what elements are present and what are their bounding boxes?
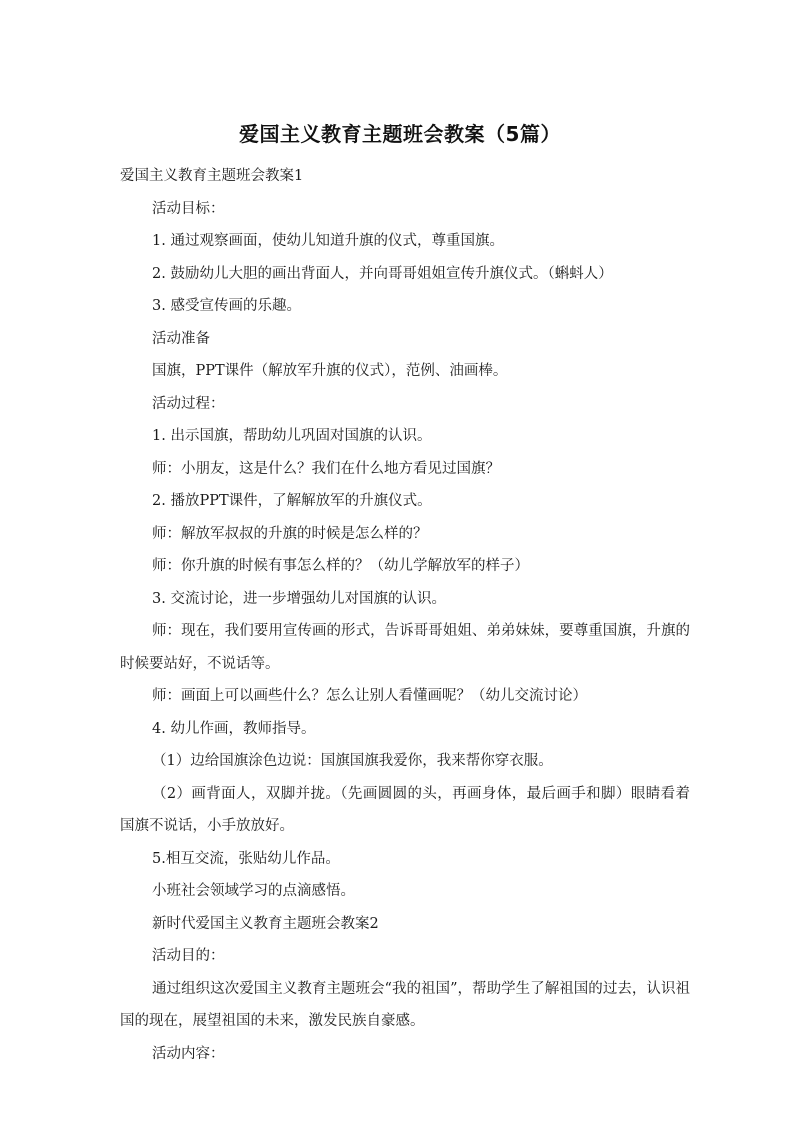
paragraph: 3. 交流讨论，进一步增强幼儿对国旗的认识。 (152, 590, 446, 607)
paragraph: 师：你升旗的时候有事怎么样的？（幼儿学解放军的样子） (152, 558, 529, 574)
document-title: 爱国主义教育主题班会教案（5篇） (239, 122, 561, 146)
section-heading: 爱国主义教育主题班会教案1 (120, 168, 304, 184)
paragraph: 2. 鼓励幼儿大胆的画出背面人，并向哥哥姐姐宣传升旗仪式。（蝌蚪人） (152, 265, 613, 282)
paragraph: 2. 播放PPT课件，了解解放军的升旗仪式。 (152, 493, 432, 509)
section-heading: 新时代爱国主义教育主题班会教案2 (152, 915, 379, 932)
paragraph: （1）边给国旗涂色边说：国旗国旗我爱你，我来帮你穿衣服。 (152, 753, 553, 769)
document-body (120, 160, 690, 1070)
paragraph: 1. 通过观察画面，使幼儿知道升旗的仪式，尊重国旗。 (152, 233, 504, 249)
paragraph: 1. 出示国旗，帮助幼儿巩固对国旗的认识。 (152, 428, 432, 444)
paragraph: 国旗，PPT课件（解放军升旗的仪式），范例、油画棒。 (152, 363, 508, 379)
paragraph: 活动过程： (152, 395, 225, 412)
paragraph: 5.相互交流，张贴幼儿作品。 (152, 850, 340, 867)
paragraph: 活动目标： (152, 200, 225, 217)
paragraph: 师：解放军叔叔的升旗的时候是怎么样的？ (152, 525, 428, 542)
paragraph: 活动准备 (152, 330, 210, 347)
paragraph: 3. 感受宣传画的乐趣。 (152, 298, 301, 314)
paragraph: 4. 幼儿作画，教师指导。 (152, 720, 316, 737)
paragraph: 师：现在，我们要用宣传画的形式，告诉哥哥姐姐、弟弟妹妹，要尊重国旗，升旗的时候要站好，不说话等。 (120, 623, 690, 672)
paragraph: 活动内容： (152, 1045, 225, 1062)
paragraph: 师：小朋友，这是什么？我们在什么地方看见过国旗？ (152, 460, 500, 477)
paragraph: 小班社会领域学习的点滴感悟。 (152, 883, 355, 899)
paragraph: （2）画背面人，双脚并拢。（先画圆圆的头，再画身体，最后画手和脚）眼睛看着国旗不说话，小手放放好。 (120, 785, 690, 834)
paragraph: 活动目的： (152, 948, 225, 964)
paragraph: 通过组织这次爱国主义教育主题班会“我的祖国”，帮助学生了解祖国的过去，认识祖国的现在，展望祖国的未来，激发民族自豪感。 (120, 980, 690, 1029)
paragraph: 师：画面上可以画些什么？怎么让别人看懂画呢？（幼儿交流讨论） (152, 688, 587, 704)
